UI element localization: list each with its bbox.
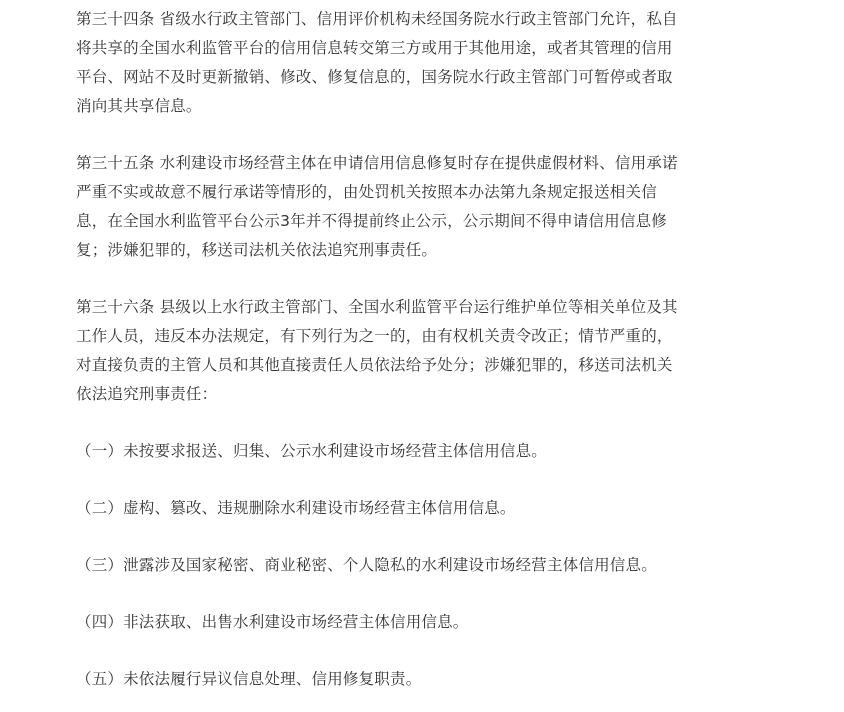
article-34-line-2: 将共享的全国水利监管平台的信用信息转交第三方或用于其他用途，或者其管理的信用 (76, 39, 673, 57)
article-36-item-1: （一）未按要求报送、归集、公示水利建设市场经营主体信用信息。 (76, 442, 548, 460)
article-35-line-2: 严重不实或故意不履行承诺等情形的，由处罚机关按照本办法第九条规定报送相关信 (76, 183, 657, 201)
article-34-line-3: 平台、网站不及时更新撤销、修改、修复信息的，国务院水行政主管部门可暂停或者取 (76, 68, 673, 86)
article-36-line-2: 工作人员，违反本办法规定，有下列行为之一的，由有权机关责令改正；情节严重的， (76, 327, 673, 345)
article-35-line-3: 息，在全国水利监管平台公示3年并不得提前终止公示，公示期间不得申请信用信息修 (76, 212, 667, 230)
article-34-line-1: 第三十四条 省级水行政主管部门、信用评价机构未经国务院水行政主管部门允许，私自 (76, 10, 678, 28)
article-36-line-4: 依法追究刑事责任： (76, 385, 218, 403)
article-35-line-4: 复；涉嫌犯罪的，移送司法机关依法追究刑事责任。 (76, 241, 438, 259)
article-36-item-2: （二）虚构、篡改、违规删除水利建设市场经营主体信用信息。 (76, 499, 516, 517)
article-36-item-3: （三）泄露涉及国家秘密、商业秘密、个人隐私的水利建设市场经营主体信用信息。 (76, 556, 657, 574)
article-36-line-1: 第三十六条 县级以上水行政主管部门、全国水利监管平台运行维护单位等相关单位及其 (76, 298, 678, 316)
article-36-item-4: （四）非法获取、出售水利建设市场经营主体信用信息。 (76, 613, 469, 631)
article-35-line-1: 第三十五条 水利建设市场经营主体在申请信用信息修复时存在提供虚假材料、信用承诺 (76, 154, 678, 172)
article-36-item-5: （五）未依法履行异议信息处理、信用修复职责。 (76, 670, 422, 688)
article-36-line-3: 对直接负责的主管人员和其他直接责任人员依法给予处分；涉嫌犯罪的，移送司法机关 (76, 356, 673, 374)
article-34-line-4: 消向其共享信息。 (76, 97, 202, 115)
